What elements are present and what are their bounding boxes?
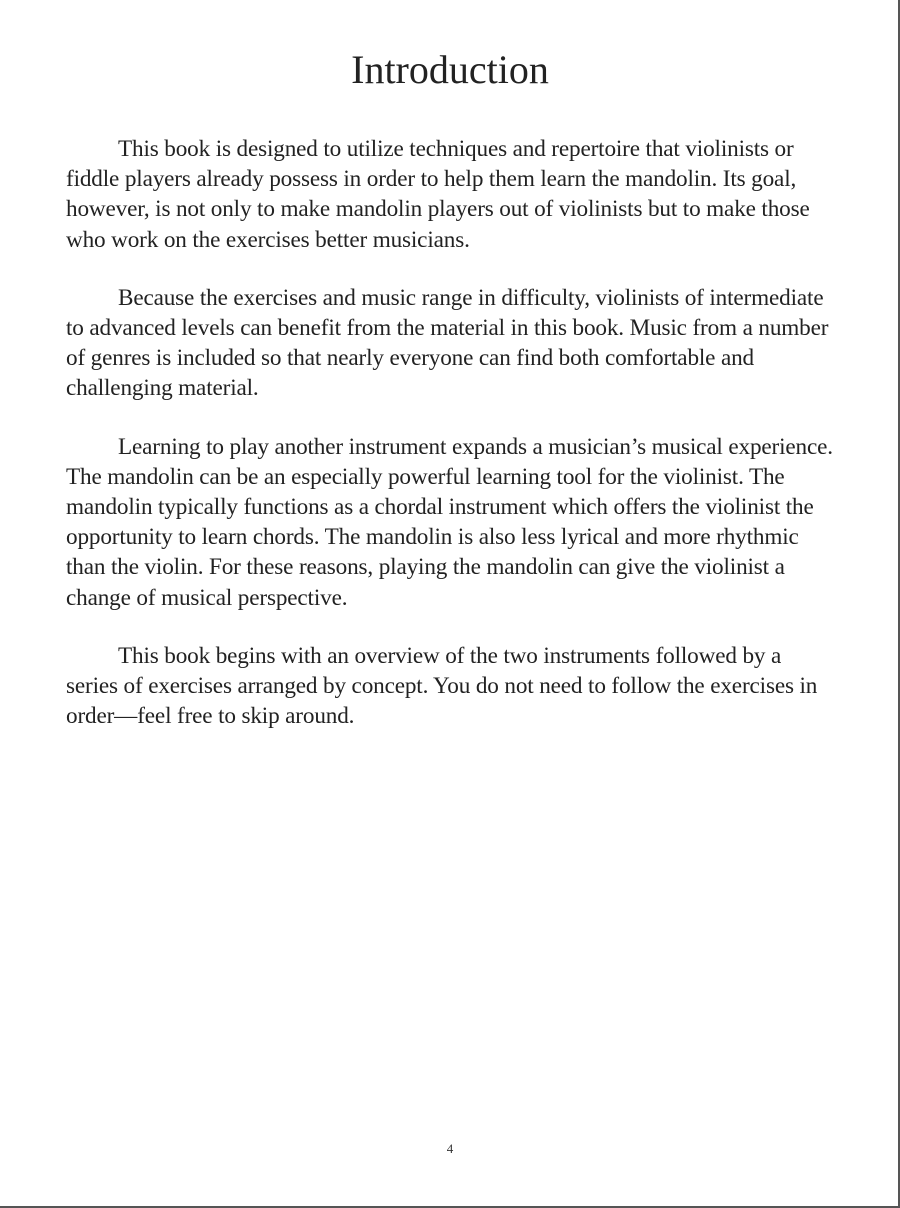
page-title: Introduction bbox=[351, 47, 549, 92]
paragraph-3: Learning to play another instrument expands a musician’s musical experience. The mandolin can be an especially powerful learning tool for the violinist. The mandolin typically functions as a chordal instrument which offers the violinist the opportunity to learn chords. The mandolin is also less lyrical and more rhythmic than the violin. For these reasons, playing the mandolin can give the violinist a change of musical perspective. bbox=[66, 433, 833, 611]
paragraph-1: This book is designed to utilize techniques and repertoire that violinists or fiddle players already possess in order to help them learn the mandolin. Its goal, however, is not only to make mandolin players out of violinists but to make those who work on the exercises better musicians. bbox=[66, 136, 810, 253]
page-number: 4 bbox=[446, 1141, 454, 1156]
paragraph-2: Because the exercises and music range in difficulty, violinists of intermediate to advanced levels can benefit from the material in this book. Music from a number of genres is included so that nearly everyone can find both comfortable and challenging material. bbox=[66, 284, 829, 402]
body-text bbox=[66, 134, 838, 759]
paragraph-4: This book begins with an overview of the two instruments followed by a series of exercises arranged by concept. You do not need to follow the exercises in order—feel free to skip around. bbox=[66, 642, 818, 730]
